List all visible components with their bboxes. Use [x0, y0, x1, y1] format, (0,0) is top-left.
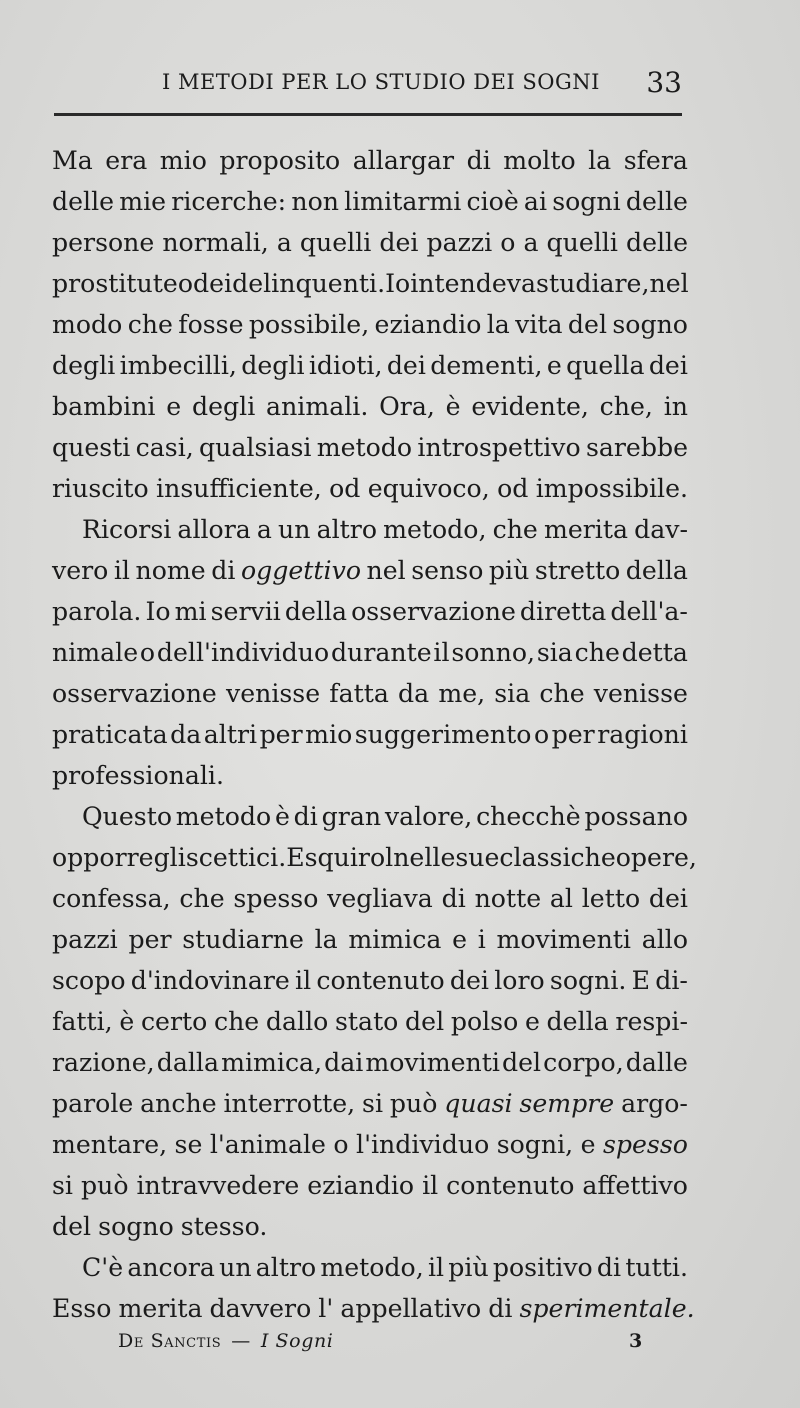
word: respi-	[615, 1007, 688, 1036]
word: C'è	[82, 1253, 124, 1282]
text-line	[52, 345, 688, 386]
word: contenuto	[316, 966, 445, 995]
word: Questo	[82, 802, 172, 831]
word: quella	[566, 351, 645, 380]
word: corpo,	[543, 1048, 624, 1077]
word: è	[119, 1007, 135, 1036]
word: è	[274, 802, 290, 831]
word: osservazione	[52, 679, 217, 708]
word: vita	[515, 310, 563, 339]
word: allora	[177, 515, 251, 544]
word: osservazione	[351, 597, 516, 626]
word: metodo	[316, 433, 413, 462]
word: da	[398, 679, 430, 708]
text-line	[52, 632, 688, 673]
word: l'	[318, 1294, 334, 1323]
word: era	[105, 146, 148, 175]
word: sogni,	[496, 1130, 574, 1159]
word: scopo	[52, 966, 126, 995]
word: mio	[305, 720, 353, 749]
word: la	[314, 925, 338, 954]
word: metodo,	[383, 515, 487, 544]
word: che	[213, 1007, 260, 1036]
word: nome	[135, 556, 206, 585]
word: per	[128, 925, 172, 954]
word: degli	[191, 392, 256, 421]
word: imbecilli,	[119, 351, 237, 380]
word: opere,	[615, 843, 697, 872]
word: un	[278, 515, 311, 544]
word: ai	[523, 187, 547, 216]
word: spesso	[233, 884, 319, 913]
word: quasi	[444, 1089, 513, 1118]
word: della	[625, 556, 688, 585]
text-line	[52, 1288, 695, 1329]
word: suggerimento	[354, 720, 532, 749]
word: dementi,	[430, 351, 543, 380]
text-line	[52, 140, 688, 181]
word: del	[567, 310, 608, 339]
word: delle	[52, 187, 115, 216]
word: Ma	[52, 146, 93, 175]
word: o	[500, 228, 516, 257]
word: da	[170, 720, 202, 749]
text-line	[52, 714, 688, 755]
word: si	[52, 1171, 73, 1200]
text-line	[52, 960, 688, 1001]
word: introspettivo	[417, 433, 581, 462]
word: riuscito	[52, 474, 149, 503]
word: sperimentale.	[519, 1294, 695, 1323]
word: si	[362, 1089, 384, 1118]
word: può	[389, 1089, 438, 1118]
word: parola.	[52, 597, 142, 626]
word: qualsiasi	[199, 433, 312, 462]
word: e	[580, 1130, 596, 1159]
text-line	[52, 1206, 688, 1247]
word: dei	[648, 351, 688, 380]
word: sogni.	[549, 966, 627, 995]
word: positivo	[492, 1253, 593, 1282]
word: a	[523, 228, 539, 257]
text-line	[52, 181, 688, 222]
word: durante	[330, 638, 432, 667]
word: metodo	[175, 802, 272, 831]
word: servii	[210, 597, 281, 626]
text-line	[52, 1083, 688, 1124]
text-line	[52, 1247, 688, 1288]
word: e	[452, 925, 467, 954]
word: anche	[140, 1089, 217, 1118]
word: sia	[536, 638, 573, 667]
word: Ricorsi	[82, 515, 172, 544]
word: eziandio	[307, 1171, 415, 1200]
word: il	[295, 966, 312, 995]
word: mimica	[348, 925, 442, 954]
word: movimenti	[496, 925, 631, 954]
word: che,	[599, 392, 653, 421]
word: più	[488, 556, 530, 585]
word: ancora	[127, 1253, 215, 1282]
word: stretto	[534, 556, 621, 585]
word: che	[127, 310, 173, 339]
word: più	[448, 1253, 489, 1282]
word: il	[113, 556, 130, 585]
word: di	[488, 1294, 513, 1323]
word: dei	[379, 228, 419, 257]
text-line	[52, 386, 688, 427]
word: degli	[241, 351, 305, 380]
word: sfera	[623, 146, 688, 175]
word: ragioni	[597, 720, 688, 749]
word: sarebbe	[585, 433, 688, 462]
word: delinquenti.	[232, 269, 386, 298]
word: pazzi	[52, 925, 118, 954]
footer-book-title: I Sogni	[260, 1330, 334, 1352]
word: prostitute	[52, 269, 178, 298]
word: affettivo	[582, 1171, 688, 1200]
word: non	[291, 187, 339, 216]
word: dell'a-	[610, 597, 688, 626]
word: davvero	[209, 1294, 312, 1323]
word: mimica,	[221, 1048, 323, 1077]
text-line	[52, 837, 697, 878]
word: mie	[119, 187, 167, 216]
word: tutti.	[625, 1253, 688, 1282]
word: spesso	[602, 1130, 688, 1159]
text-line	[52, 755, 688, 796]
word: vero	[52, 556, 109, 585]
word: se	[174, 1130, 203, 1159]
word: stato	[335, 1007, 399, 1036]
word: bambini	[52, 392, 156, 421]
word: sue	[455, 843, 500, 872]
word: altro	[255, 1253, 317, 1282]
word: degli	[52, 351, 116, 380]
body-text	[52, 140, 697, 1329]
word: merita	[543, 515, 628, 544]
word: equivoco,	[367, 474, 490, 503]
word: o	[533, 720, 550, 749]
text-line	[52, 550, 688, 591]
word: del	[52, 1212, 92, 1241]
word: un	[219, 1253, 252, 1282]
word: dell'individuo	[156, 638, 330, 667]
word: fatta	[329, 679, 389, 708]
word: dei	[648, 884, 688, 913]
word: dalle	[625, 1048, 688, 1077]
word: contenuto	[446, 1171, 575, 1200]
word: quelli	[546, 228, 618, 257]
word: e	[546, 351, 562, 380]
word: delle	[625, 187, 688, 216]
word: sempre	[519, 1089, 615, 1118]
word: o	[177, 269, 193, 298]
word: argo-	[621, 1089, 688, 1118]
word: che	[574, 638, 620, 667]
word: diretta	[519, 597, 607, 626]
word: impossibile.	[535, 474, 688, 503]
word: proposito	[219, 146, 341, 175]
word: Esquirol	[286, 843, 394, 872]
word: del	[405, 1007, 445, 1036]
word: od	[329, 474, 361, 503]
word: dei	[449, 966, 489, 995]
word: merita	[118, 1294, 203, 1323]
word: letto	[581, 884, 641, 913]
header-rule	[54, 113, 682, 116]
word: è	[445, 392, 461, 421]
text-line	[52, 468, 688, 509]
word: i	[477, 925, 486, 954]
word: cioè	[466, 187, 519, 216]
word: eziandio	[374, 310, 482, 339]
word: di	[441, 884, 466, 913]
word: al	[549, 884, 573, 913]
word: me,	[438, 679, 486, 708]
word: appellativo	[340, 1294, 482, 1323]
word: sogno	[612, 310, 688, 339]
word: dav-	[634, 515, 688, 544]
word: classiche	[499, 843, 616, 872]
word: altro	[316, 515, 377, 544]
word: normali,	[162, 228, 269, 257]
word: la	[588, 146, 612, 175]
word: intravvedere	[136, 1171, 300, 1200]
footer-author: De Sanctis	[118, 1330, 222, 1352]
word: idioti,	[308, 351, 383, 380]
word: checchè	[476, 802, 581, 831]
word: che	[492, 515, 538, 544]
word: il	[422, 1171, 439, 1200]
text-line	[52, 919, 688, 960]
word: senso	[411, 556, 484, 585]
text-line	[52, 427, 688, 468]
text-line	[52, 222, 688, 263]
word: di-	[655, 966, 688, 995]
word: casi,	[135, 433, 194, 462]
word: razione,	[52, 1048, 155, 1077]
word: per	[551, 720, 595, 749]
word: modo	[52, 310, 123, 339]
word: allo	[641, 925, 688, 954]
word: di	[293, 802, 318, 831]
word: persone	[52, 228, 155, 257]
word: questi	[52, 433, 131, 462]
word: allargar	[352, 146, 455, 175]
word: interrotte,	[223, 1089, 356, 1118]
word: il	[427, 1253, 445, 1282]
word: che	[179, 884, 225, 913]
page-number: 33	[646, 66, 682, 99]
word: praticata	[52, 720, 168, 749]
text-line	[52, 1165, 688, 1206]
word: l'animale	[209, 1130, 326, 1159]
word: nelle	[393, 843, 456, 872]
word: polso	[450, 1007, 519, 1036]
word: d'indovinare	[130, 966, 290, 995]
word: Io	[145, 597, 171, 626]
word: insufficiente,	[156, 474, 322, 503]
text-line	[52, 673, 688, 714]
word: per	[259, 720, 303, 749]
word: Io	[385, 269, 411, 298]
footer-separator: —	[231, 1330, 251, 1352]
word: parole	[52, 1089, 134, 1118]
word: opporre	[52, 843, 154, 872]
word: della	[546, 1007, 609, 1036]
text-line	[52, 263, 688, 304]
text-line	[52, 1001, 688, 1042]
word: certo	[140, 1007, 208, 1036]
word: intendeva	[410, 269, 537, 298]
word: può	[80, 1171, 129, 1200]
word: il	[433, 638, 450, 667]
word: dallo	[265, 1007, 329, 1036]
word: od	[497, 474, 529, 503]
word: della	[284, 597, 348, 626]
word: Ora,	[379, 392, 435, 421]
word: sogni	[552, 187, 621, 216]
word: limitarmi	[344, 187, 462, 216]
word: l'individuo	[356, 1130, 490, 1159]
word: che	[539, 679, 585, 708]
word: del	[501, 1048, 542, 1077]
footer-credit	[118, 1330, 334, 1352]
word: E	[631, 966, 651, 995]
word: studiarne	[182, 925, 304, 954]
word: sonno,	[451, 638, 536, 667]
word: stesso.	[180, 1212, 268, 1241]
word: dalla	[156, 1048, 220, 1077]
word: fosse	[178, 310, 244, 339]
word: venisse	[593, 679, 688, 708]
text-line	[52, 591, 688, 632]
word: Esso	[52, 1294, 112, 1323]
word: in	[663, 392, 688, 421]
word: possibile,	[248, 310, 370, 339]
word: mi	[174, 597, 207, 626]
word: delle	[625, 228, 688, 257]
word: e	[166, 392, 182, 421]
word: di	[466, 146, 491, 175]
word: animali.	[266, 392, 369, 421]
word: pazzi	[426, 228, 493, 257]
text-line	[52, 1042, 688, 1083]
signature-mark: 3	[629, 1330, 643, 1352]
text-line	[52, 878, 688, 919]
word: evidente,	[471, 392, 589, 421]
word: studiare,	[536, 269, 650, 298]
word: la	[486, 310, 510, 339]
word: ricerche:	[171, 187, 287, 216]
word: e	[524, 1007, 540, 1036]
word: oggettivo	[240, 556, 361, 585]
word: o	[333, 1130, 349, 1159]
word: metodo,	[320, 1253, 424, 1282]
word: notte	[474, 884, 542, 913]
word: nel	[366, 556, 406, 585]
text-line	[52, 796, 688, 837]
word: quelli	[299, 228, 372, 257]
running-title: I METODI PER LO STUDIO DEI SOGNI	[162, 70, 600, 94]
word: sogno	[98, 1212, 174, 1241]
text-line	[52, 304, 688, 345]
word: di	[596, 1253, 622, 1282]
word: nel	[649, 269, 689, 298]
word: altri	[203, 720, 258, 749]
word: dai	[324, 1048, 364, 1077]
word: gli	[153, 843, 186, 872]
word: di	[211, 556, 236, 585]
word: possano	[584, 802, 688, 831]
word: dei	[386, 351, 426, 380]
word: nimale	[52, 638, 139, 667]
word: gran	[321, 802, 382, 831]
word: professionali.	[52, 761, 224, 790]
word: scettici.	[185, 843, 287, 872]
word: valore,	[384, 802, 473, 831]
text-line	[52, 509, 688, 550]
word: venisse	[225, 679, 321, 708]
word: a	[276, 228, 292, 257]
word: dei	[192, 269, 233, 298]
word: loro	[494, 966, 545, 995]
word: movimenti	[365, 1048, 500, 1077]
running-head	[52, 66, 684, 102]
text-line	[52, 1124, 688, 1165]
word: mentare,	[52, 1130, 168, 1159]
word: sia	[494, 679, 531, 708]
word: a	[256, 515, 272, 544]
word: detta	[621, 638, 688, 667]
word: fatti,	[52, 1007, 113, 1036]
word: o	[139, 638, 156, 667]
word: confessa,	[52, 884, 171, 913]
word: molto	[503, 146, 576, 175]
word: mio	[159, 146, 207, 175]
word: vegliava	[327, 884, 433, 913]
